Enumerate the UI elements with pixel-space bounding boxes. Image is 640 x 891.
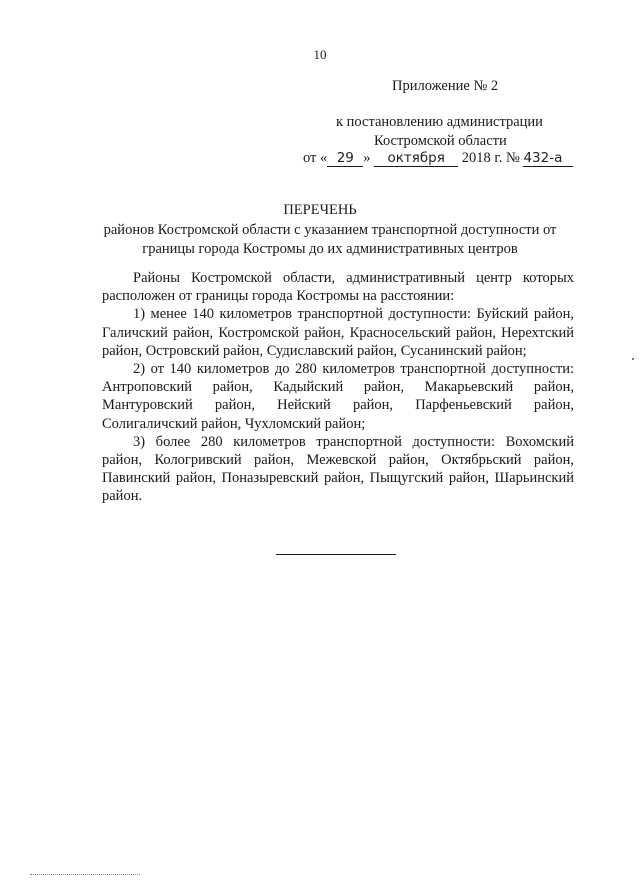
end-separator-line [276,554,396,555]
document-body [102,269,574,506]
appendix-label: Приложение № 2 [392,78,499,94]
date-day: 29 [327,151,363,167]
decree-number: 432-а [523,151,573,167]
date-mid: » [363,150,371,166]
list-item-2: 2) от 140 километров до 280 километров транспортной доступности: Антроповский район, Кадыйский район, Макарьевский район, Мантуровский район, Нейский район, Парфеньевский район, Солигаличский район, Чухломский район; [102,361,574,432]
date-month: октября [374,151,458,167]
document-title: ПЕРЕЧЕНЬ [283,202,357,218]
decree-date-line [303,150,573,167]
decree-line: к постановлению администрации [336,114,543,130]
list-item-3: 3) более 280 километров транспортной доступности: Вохомский район, Кологривский район, Межевской район, Октябрьский район, Павинский район, Поназыревский район, Пыщугский район, Шарьинский район. [102,433,574,505]
date-year: 2018 г. № [461,150,520,166]
document-subtitle: районов Костромской области с указанием транспортной доступности от границы города Костромы до их административных центров [103,222,557,257]
page-number: 10 [313,47,327,62]
intro-paragraph: Районы Костромской области, административный центр которых расположен от границы города Костромы на расстоянии: [102,270,574,305]
scan-bottom-mark [30,874,140,875]
scan-speck [632,358,634,360]
region-line: Костромской области [374,133,507,149]
date-prefix: от « [303,150,328,166]
list-item-1: 1) менее 140 километров транспортной доступности: Буйский район, Галичский район, Костромской район, Красносельский район, Нерехтский район, Островский район, Судиславский район, Сусанинский район; [102,306,574,359]
